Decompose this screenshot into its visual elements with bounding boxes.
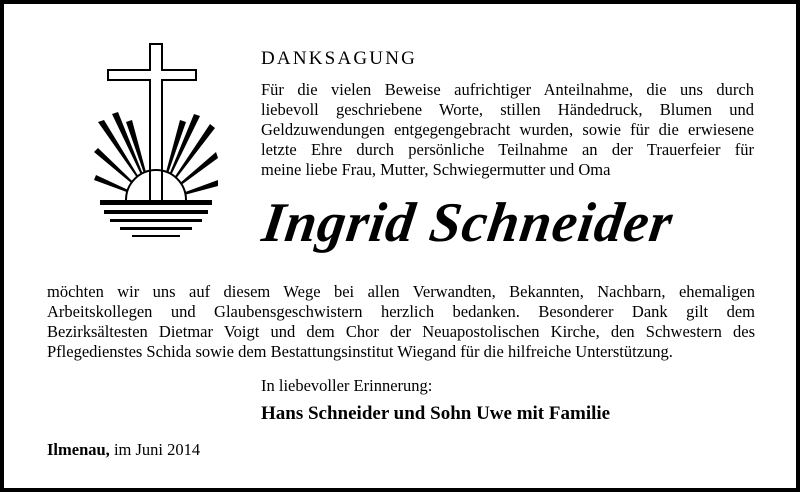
intro-line: Geldzuwendungen entgegengebracht wurden, sowie für die erwiesene — [261, 120, 754, 139]
place-date — [47, 440, 200, 460]
deceased-name: Ingrid Schneider — [258, 192, 677, 254]
intro-line: Für die vielen Beweise aufrichtiger Anteilnahme, die uns durch — [261, 80, 754, 99]
thanks-line: Pflegedienstes Schida sowie dem Bestattungsinstitut Wiegand für die hilfreiche Unterstützung. — [47, 342, 673, 361]
memory-line: In liebevoller Erinnerung: — [261, 376, 433, 395]
notice-heading: DANKSAGUNG — [261, 48, 418, 69]
intro-line: letzte Ehre durch persönliche Teilnahme an der Trauerfeier für — [261, 140, 754, 159]
intro-line: meine liebe Frau, Mutter, Schwiegermutter und Oma — [261, 160, 611, 179]
intro-line: liebevoll geschriebene Worte, stillen Händedruck, Blumen und — [261, 100, 754, 119]
thanks-line: Bezirksältesten Dietmar Voigt und dem Chor der Neuapostolischen Kirche, den Schwestern des — [47, 322, 755, 341]
place: Ilmenau, — [47, 440, 110, 459]
family-signature: Hans Schneider und Sohn Uwe mit Familie — [261, 403, 611, 424]
cross-with-sun-rays-icon — [92, 40, 220, 250]
thanks-line: Arbeitskollegen und Glaubensgeschwistern herzlich bedanken. Besonderer Dank gilt dem — [47, 302, 755, 321]
thanks-line: möchten wir uns auf diesem Wege bei allen Verwandten, Bekannten, Nachbarn, ehemaligen — [47, 282, 755, 301]
intro-paragraph — [261, 80, 754, 180]
date: im Juni 2014 — [113, 440, 201, 459]
thanks-paragraph — [47, 282, 755, 362]
